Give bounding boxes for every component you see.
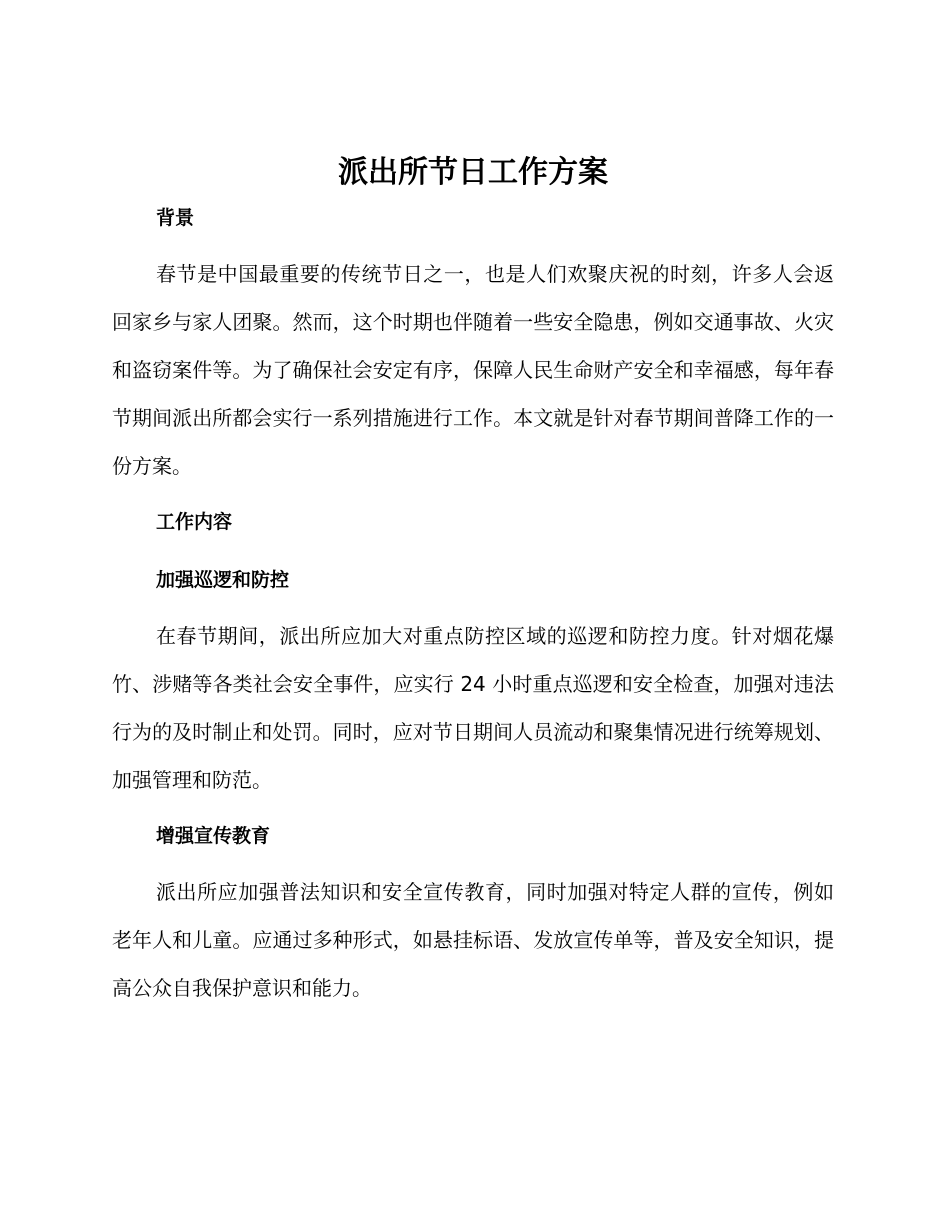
section-heading-work-content: 工作内容: [156, 511, 233, 533]
section-paragraph-education: 派出所应加强普法知识和安全宣传教育，同时加强对特定人群的宣传，例如老年人和儿童。应通过多种形式，如悬挂标语、发放宣传单等，普及安全知识，提高公众自我保护意识和能力。: [112, 880, 834, 1000]
section-heading-patrol: 加强巡逻和防控: [156, 569, 290, 591]
document-title: 派出所节日工作方案: [338, 155, 608, 190]
section-paragraph-patrol: 在春节期间，派出所应加大对重点防控区域的巡逻和防控力度。针对烟花爆竹、涉赌等各类社会安全事件，应实行 24 小时重点巡逻和安全检查，加强对违法行为的及时制止和处罚。同时，应对节日期间人员流动和聚集情况进行统筹规划、加强管理和防范。: [112, 624, 834, 792]
section-heading-background: 背景: [156, 207, 195, 229]
section-paragraph-background: 春节是中国最重要的传统节日之一，也是人们欢聚庆祝的时刻，许多人会返回家乡与家人团聚。然而，这个时期也伴随着一些安全隐患，例如交通事故、火灾和盗窃案件等。为了确保社会安定有序，保障人民生命财产安全和幸福感，每年春节期间派出所都会实行一系列措施进行工作。本文就是针对春节期间普降工作的一份方案。: [112, 262, 834, 478]
section-heading-education: 增强宣传教育: [156, 825, 271, 847]
